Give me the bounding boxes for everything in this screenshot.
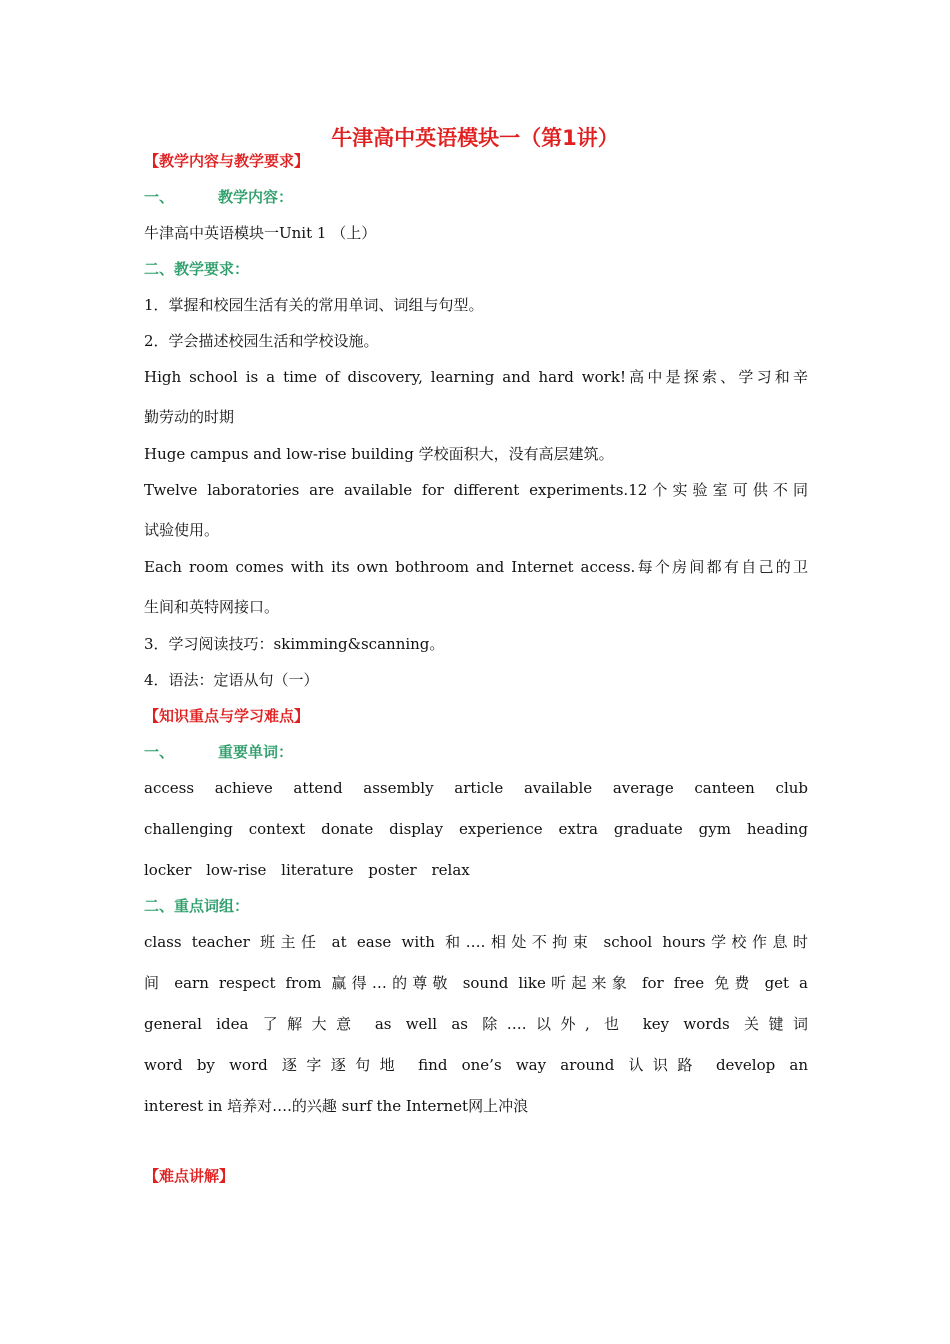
subheading-number: 一、	[144, 188, 175, 206]
sentence-3-line-1: Twelve laboratories are available for different experiments.12个实验室可供不同	[144, 481, 808, 499]
requirement-4: 4．语法：定语从句（一）	[144, 671, 319, 689]
sentence-4-line-1: Each room comes with its own bothroom and Internet access.每个房间都有自己的卫	[144, 558, 808, 576]
section-header-difficult: 【难点讲解】	[144, 1167, 235, 1185]
phrases-line-4: word by word 逐字逐句地 find one’s way around 认识路 develop an	[144, 1056, 808, 1074]
subheading-label: 重要单词：	[218, 743, 294, 761]
subheading-vocabulary	[144, 742, 808, 762]
sentence-2: Huge campus and low-rise building 学校面积大，没有高层建筑。	[144, 445, 614, 463]
subheading-number: 一、	[144, 743, 175, 761]
vocab-line-1: access achieve attend assembly article available average canteen club	[144, 779, 808, 797]
section-header-key-points: 【知识重点与学习难点】	[144, 707, 310, 725]
subheading-phrases: 二、重点词组：	[144, 897, 250, 915]
sentence-4-line-2: 生间和英特网接口。	[144, 598, 280, 616]
sentence-3-line-2: 试验使用。	[144, 521, 220, 539]
vocab-line-2: challenging context donate display experience extra graduate gym heading	[144, 820, 808, 838]
requirement-3: 3．学习阅读技巧：skimming&scanning。	[144, 635, 445, 653]
subheading-label: 教学内容：	[218, 188, 294, 206]
page-title: 牛津高中英语模块一（第1讲）	[331, 126, 619, 150]
vocab-line-3: locker low-rise literature poster relax	[144, 861, 470, 879]
content-text: 牛津高中英语模块一Unit 1 （上）	[144, 224, 377, 242]
phrases-line-5: interest in 培养对….的兴趣 surf the Internet网上冲浪	[144, 1097, 529, 1115]
section-header-teaching: 【教学内容与教学要求】	[144, 152, 310, 170]
subheading-content	[144, 187, 808, 207]
sentence-1-line-2: 勤劳动的时期	[144, 408, 235, 426]
phrases-line-2: 间 earn respect from 赢得…的尊敬 sound like听起来象 for free 免费 get a	[144, 974, 808, 992]
requirement-1: 1．掌握和校园生活有关的常用单词、词组与句型。	[144, 296, 484, 314]
subheading-requirements: 二、教学要求：	[144, 260, 250, 278]
requirement-2: 2．学会描述校园生活和学校设施。	[144, 332, 379, 350]
phrases-line-1: class teacher 班主任 at ease with 和….相处不拘束 school hours学校作息时	[144, 933, 808, 951]
phrases-line-3: general idea 了解大意 as well as 除….以外, 也 key words 关键词	[144, 1015, 808, 1033]
sentence-1-line-1: High school is a time of discovery, learning and hard work!高中是探索、学习和辛	[144, 368, 808, 386]
